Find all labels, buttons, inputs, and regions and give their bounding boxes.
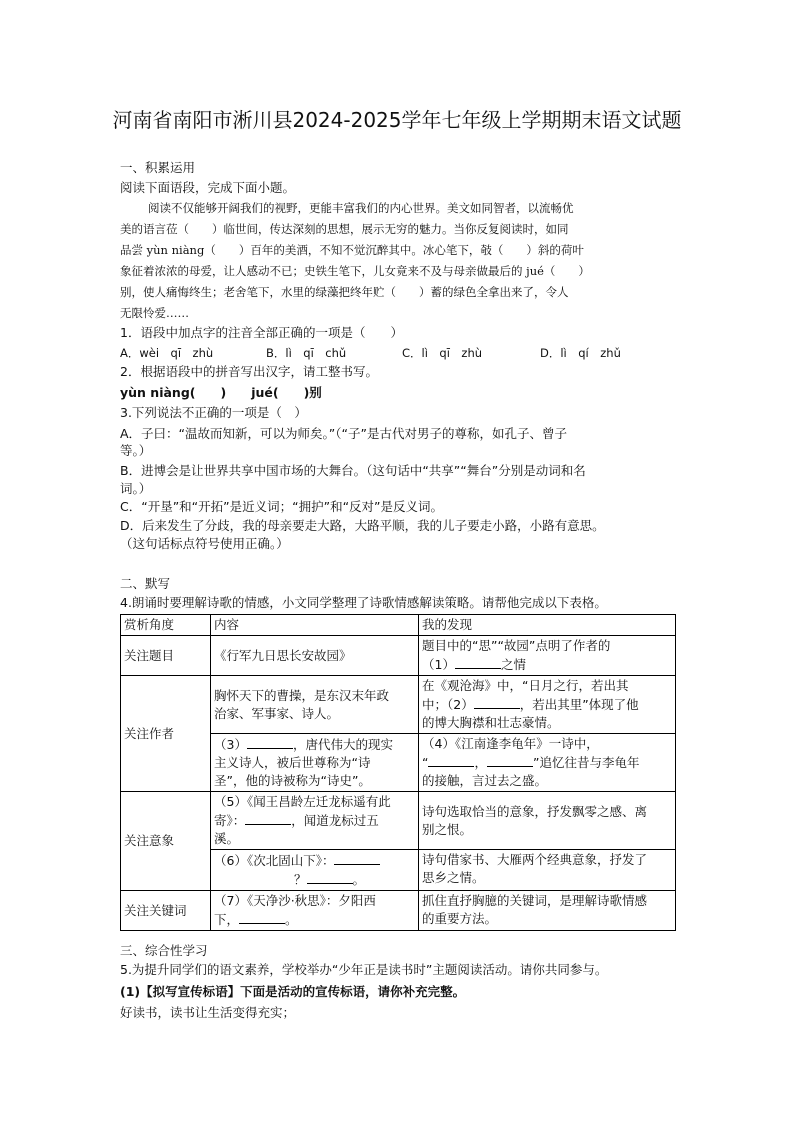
answer-blank[interactable] (247, 735, 293, 749)
answer-blank[interactable] (474, 695, 520, 709)
table-header: 内容 (211, 615, 419, 636)
table-row (121, 792, 676, 850)
question-1: 1．语段中加点字的注音全部正确的一项是（ ） (120, 325, 403, 340)
option-d: D．后来发生了分歧，我的母亲要走大路，大路平顺，我的儿子要走小路，小路有意思。 (120, 518, 605, 533)
angle-cell: 关注题目 (121, 636, 211, 676)
answer-blank[interactable] (239, 910, 285, 924)
option-b: B．lì qī chǔ (266, 346, 347, 360)
section-heading: 一、积累运用 (120, 160, 196, 175)
table-row (121, 636, 676, 676)
answer-blank[interactable] (455, 655, 501, 669)
poetry-table (120, 614, 676, 931)
answer-blank[interactable] (487, 753, 533, 767)
table-header-row (121, 615, 676, 636)
slogan-text: 好读书，读书让生活变得充实； (120, 1005, 296, 1020)
passage-line: 阅读不仅能够开阔我们的视野，更能丰富我们的内心世界。美文如同智者，以流畅优 (148, 201, 574, 215)
instruction-text: 阅读下面语段，完成下面小题。 (120, 180, 296, 195)
option-b-cont: 词。） (120, 481, 152, 496)
finding-cell: （4）《江南逢李龟年》一诗中， “ ， ”追忆往昔与李龟年 的接触，言过去之盛。 (419, 734, 676, 792)
option-d: D．lì qí zhǔ (540, 346, 621, 360)
answer-blank[interactable] (334, 851, 380, 865)
option-a: A．wèi qī zhù (120, 346, 214, 360)
content-cell: 《行军九日思长安故园》 (211, 636, 419, 676)
content-cell: （5）《闻王昌龄左迁龙标遥有此 寄》： ，闻道龙标过五 溪。 (211, 792, 419, 850)
question-2: 2．根据语段中的拼音写出汉字，请工整书写。 (120, 364, 378, 379)
table-header: 赏析角度 (121, 615, 211, 636)
option-a-cont: 等。） (120, 443, 152, 458)
passage-line: 别，使人痛悔终生；老舍笔下，水里的绿藻把终年贮（ ）蓄的绿色全拿出来了，令人 (120, 285, 569, 299)
question-4: 4.朗诵时要理解诗歌的情感，小文同学整理了诗歌情感解读策略。请帮他完成以下表格。 (120, 595, 607, 610)
content-cell: （7）《天净沙·秋思》：夕阳西 下， 。 (211, 891, 419, 931)
passage-line: 无限怜爱…… (120, 306, 189, 320)
pinyin-line: yùn niàng( ) jué( )别 (120, 385, 322, 400)
angle-cell: 关注关键词 (121, 891, 211, 931)
angle-cell: 关注作者 (121, 676, 211, 792)
section-heading: 二、默写 (120, 576, 171, 591)
option-c: C．“开垦”和“开拓”是近义词；“拥护”和“反对”是反义词。 (120, 499, 444, 514)
content-cell: （6）《次北固山下》： ？ 。 (211, 850, 419, 891)
section-heading: 三、综合性学习 (120, 943, 208, 958)
finding-cell: 抓住直抒胸臆的关键词，是理解诗歌情感 的重要方法。 (419, 891, 676, 931)
question-5-1: (1)【拟写宣传标语】下面是活动的宣传标语，请你补充完整。 (120, 984, 466, 999)
finding-cell: 诗句选取恰当的意象，抒发飘零之感、离 别之恨。 (419, 792, 676, 850)
finding-cell: 题目中的“思”“故园”点明了作者的 （1） 之情 (419, 636, 676, 676)
question-3: 3.下列说法不正确的一项是（ ） (120, 405, 307, 420)
passage-line: 品尝 yùn niàng（ ）百年的美酒，不知不觉沉醉其中。冰心笔下，攲（ ）斜的荷叶 (120, 243, 584, 257)
answer-blank[interactable] (245, 811, 291, 825)
passage-line: 美的语言莅（ ）临世间，传达深刻的思想，展示无穷的魅力。当你反复阅读时，如同 (120, 222, 569, 236)
content-cell: （3） ，唐代伟大的现实 主义诗人，被后世尊称为“诗 圣”，他的诗被称为“诗史”。 (211, 734, 419, 792)
content-cell: 胸怀天下的曹操，是东汉末年政 治家、军事家、诗人。 (211, 676, 419, 734)
option-b: B．进博会是让世界共享中国市场的大舞台。（这句话中“共享”“舞台”分别是动词和名 (120, 463, 586, 478)
passage-line: 象征着浓浓的母爱，让人感动不已；史铁生笔下，儿女竟来不及与母亲做最后的 jué（ ） (120, 264, 590, 278)
finding-cell: 在《观沧海》中，“日月之行，若出其 中；（2） ，若出其里”体现了他 的博大胸襟和壮志豪情。 (419, 676, 676, 734)
option-c: C．lì qī zhù (402, 346, 483, 360)
table-row (121, 676, 676, 734)
finding-cell: 诗句借家书、大雁两个经典意象，抒发了 思乡之情。 (419, 850, 676, 891)
option-d-cont: （这句话标点符号使用正确。） (120, 536, 289, 551)
table-header: 我的发现 (419, 615, 676, 636)
option-a: A．子曰：“温故而知新，可以为师矣。”（“子”是古代对男子的尊称，如孔子、曾子 (120, 426, 567, 441)
angle-cell: 关注意象 (121, 792, 211, 891)
answer-blank[interactable] (307, 870, 353, 884)
answer-blank[interactable] (428, 753, 474, 767)
question-5: 5.为提升同学们的语文素养，学校举办“少年正是读书时”主题阅读活动。请你共同参与。 (120, 962, 608, 977)
page-title: 河南省南阳市淅川县2024-2025学年七年级上学期期末语文试题 (112, 108, 682, 132)
table-row (121, 891, 676, 931)
